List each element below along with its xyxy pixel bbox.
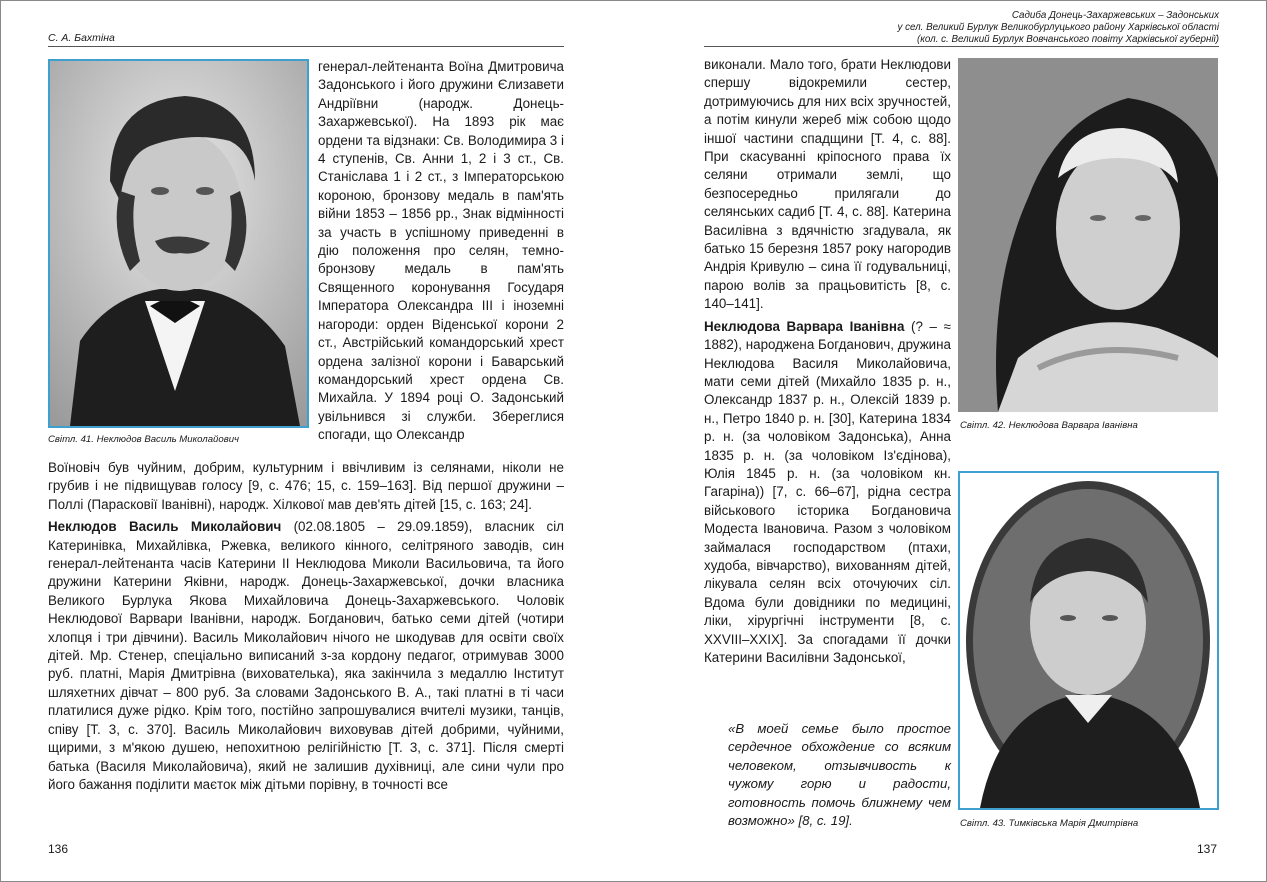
- right-top-paragraph: виконали. Мало того, брати Неклюдови спершу відокремили сестер, дотримуючись для них всіх зручностей, а потім кинули жереб між собою щодо іншої частини спадщини [Т. 4, с. 88]. При скасуванні кріпосного права їх селяни отримали землі, що безпосередньо прилягали до селянських садиб [Т. 4, с. 88]. Катерина Василівна з вдячністю згадувала, як батько 15 березня 1857 року нагородив Андрія Кривулю – сина її годувальниці, парою волів за працьовитість [8, с. 140–141].: [704, 57, 951, 312]
- left-full-text: [48, 459, 564, 794]
- right-header-line1: Садиба Донець-Захаржевських – Задонських: [1011, 10, 1219, 21]
- left-page-number: 136: [48, 842, 69, 856]
- portrait-photo-neklyudova: [958, 58, 1218, 412]
- right-page-number: 137: [1197, 842, 1218, 856]
- caption-photo-42: Світл. 42. Неклюдова Варвара Іванівна: [960, 420, 1138, 431]
- memoir-quote: «В моей семье было простое сердечное обхождение со всяким человеком, отзывчивость к чужому горю и радости, готовность помочь ближнему чем возможно» [8, с. 19].: [728, 721, 951, 829]
- entry-neklyudov-vasyl: [48, 518, 564, 794]
- portrait-photo-tymkivska: [958, 471, 1219, 810]
- entry-name-neklyudova-varvara: Неклюдова Варвара Іванівна: [704, 318, 905, 334]
- portrait-photo-neklyudov: [48, 59, 309, 428]
- right-header-line3: (кол. с. Великий Бурлук Вовчанського повіту Харківської губернії): [917, 34, 1219, 45]
- entry-name-neklyudov-vasyl: Неклюдов Василь Миколайович: [48, 519, 282, 535]
- right-header-line2: у сел. Великий Бурлук Великобурлуцького району Харківської області: [897, 22, 1219, 33]
- left-full-paragraph: Воїновіч був чуйним, добрим, культурним і ввічливим із селянами, ніколи не грубив і не підвищував голосу [9, с. 476; 15, с. 159–163]. Від першої дружини – Поллі (Парасковії Іванівні), народж. Хілкової мав дев'ять дітей [15, с. 163; 24].: [48, 460, 564, 512]
- right-column-text: [704, 56, 951, 667]
- entry-neklyudova-varvara: [704, 318, 951, 668]
- left-side-text: [318, 58, 564, 445]
- left-header-rule: [48, 46, 564, 47]
- left-side-paragraph: генерал-лейтенанта Воїна Дмитровича Задонського і його дружини Єлизавети Андріївни (народж. Донець-Захаржевської). На 1893 рік має ордени та відзнаки: Св. Володимира 3 і 4 ступенів, Св. Анни 1, 2 і 3 ст., Св. Станіслава 1 і 2 ст., з Імператорською короною, бронзову медаль в пам'ять війни 1853 – 1856 рр., Знак відмінності за участь в успішному приведенні в дію положення про селян, темно-бронзову медаль в пам'ять Священного коронування Государя Імператора Олександра ІІІ і іноземні нагороди: орден Віденської корони 2 ст., Австрійський командорський хрест ордена залізної корони і Баварський командорський хрест ордена Св. Михайла. У 1894 році О. Задонський увільнився зі служби. Збереглися спогади, що Олександр: [318, 59, 564, 443]
- caption-photo-43: Світл. 43. Тимківська Марія Дмитрівна: [960, 818, 1139, 829]
- entry-text-neklyudova-varvara: (? – ≈ 1882), народжена Богданович, дружина Неклюдова Василя Миколайовича, мати семи дітей (Михайло 1835 р. н., Олександр 1837 р. н., Олексій 1839 р. н., Петро 1840 р. н. [30], Катерина 1834 р. н. (за чоловіком Задонська), Анна 1835 р. н. (за чоловіком Із'єдінова), Юлія 1845 р. н. (за чоловіком кн. Гагаріна)) [7, с. 66–67], рідна сестра військового історика Богдановича Модеста Івановича. Разом з чоловіком займалася господарством (птахи, худоба, вівчарство), вихованням дітей, лікувала селян всіх оточуючих сіл. Вдома були довідники по медицині, ліки, хірургічні інструменти [8, с. XXVIII–XXIX]. За спогадами її дочки Катерини Василівни Задонської,: [704, 318, 951, 665]
- left-header-author: С. А. Бахтіна: [48, 32, 115, 44]
- right-header-rule: [704, 46, 1219, 47]
- right-running-header: [799, 10, 1219, 46]
- entry-text-neklyudov-vasyl: (02.08.1805 – 29.09.1859), власник сіл Катеринівка, Михайлівка, Ржевка, великого кінного, селітряного заводів, син генерал-лейтенанта часів Катерини ІІ Неклюдова Миколи Васильовича, та його дружини Катерини Яківни, народж. Донець-Захаржевської, дочки власника Великого Бурлука Якова Михайловича Донець-Захаржевського. Чоловік Неклюдової Варвари Іванівни, народж. Богданович, батько семи дітей (чотири хлопця і три дівчини). Василь Миколайович нічого не шкодував для освіти своїх дітей. Мр. Стенер, спеціально виписаний з-за кордону педагог, отримував 3000 руб. платні, Марія Дмитрівна (вихователька), яка закінчила з медаллю Інститут шляхетних дівчат – 800 руб. За словами Задонського В. А., такі платні в ті часи платилися дуже рідко. Крім того, постійно запрошувалися вчителі музики, танців, співу [Т. 3, с. 370]. Василь Миколайович виховував дітей добрими, чуйними, щирими, з м'якою душею, непохитною релігійністю [Т. 3, с. 371]. Після смерті батька (Василя Миколайовича), який не залишив духівниці, але сини чули про його бажання поділити маєток між дітьми порівну, в точності все: [48, 519, 564, 792]
- caption-photo-41: Світл. 41. Неклюдов Василь Миколайович: [48, 434, 240, 445]
